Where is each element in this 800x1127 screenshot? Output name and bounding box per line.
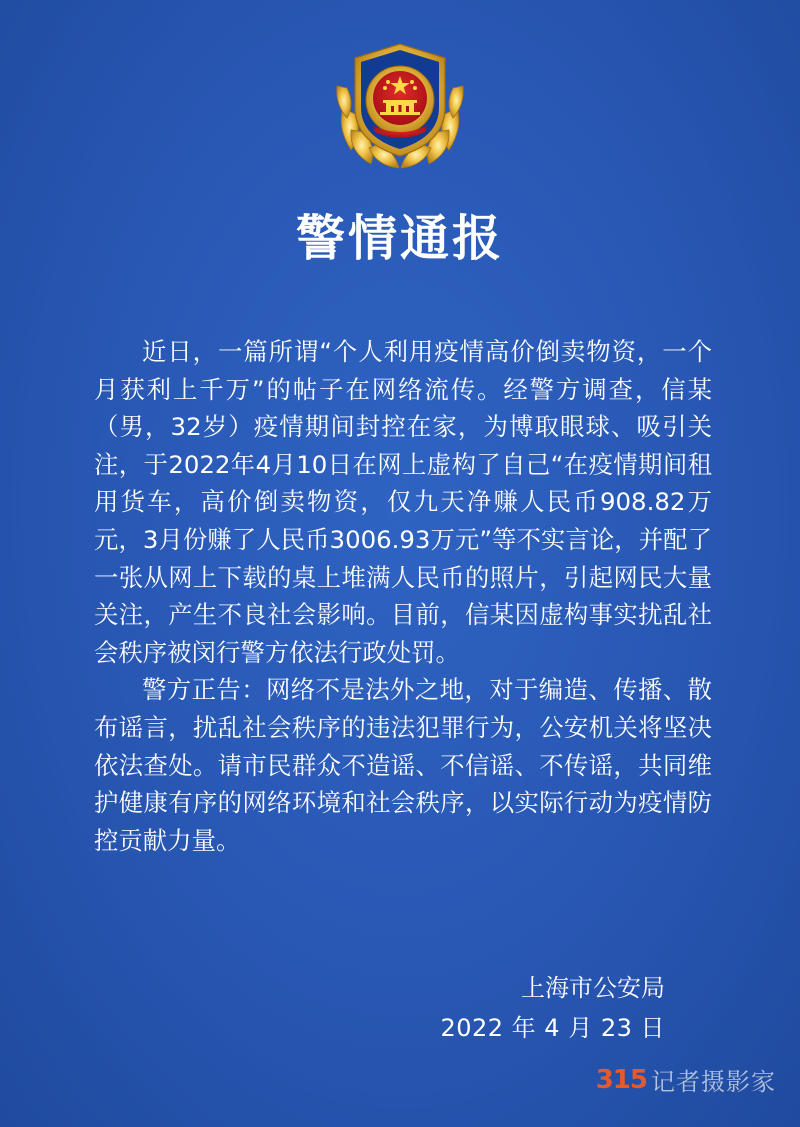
body-paragraph-warning: 警方正告：网络不是法外之地，对于编造、传播、散布谣言，扰乱社会秩序的违法犯罪行为，公安机关将坚决依法查处。请市民群众不造谣、不信谣、不传谣，共同维护健康有序的网络环境和社会秩序，以实际行动为疫情防控贡献力量。: [94, 675, 712, 855]
watermark-text: 记者摄影家: [651, 1068, 776, 1096]
issue-date: 2022 年 4 月 23 日: [440, 1014, 665, 1042]
body-paragraph-incident: 近日，一篇所谓“个人利用疫情高价倒卖物资，一个月获利上千万”的帖子在网络流传。经警方调查，信某（男，32岁）疫情期间封控在家，为博取眼球、吸引关注，于2022年4月10日在网上虚构了自己“在疫情期间租用货车，高价倒卖物资，仅九天净赚人民币908.82万元，3月份赚了人民币3006.93万元”等不实言论，并配了一张从网上下载的桌上堆满人民币的照片，引起网民大量关注，产生不良社会影响。目前，信某因虚构事实扰乱社会秩序被闵行警方依法行政处罚。: [94, 337, 712, 667]
notice-title: 警情通报: [295, 210, 504, 267]
signature-block: [440, 968, 665, 1048]
notice-body: [94, 333, 712, 859]
issuing-organization: 上海市公安局: [521, 974, 665, 1002]
watermark-logo-number: 315: [595, 1064, 647, 1095]
watermark: [596, 1062, 776, 1097]
police-emblem-icon: [333, 38, 467, 172]
